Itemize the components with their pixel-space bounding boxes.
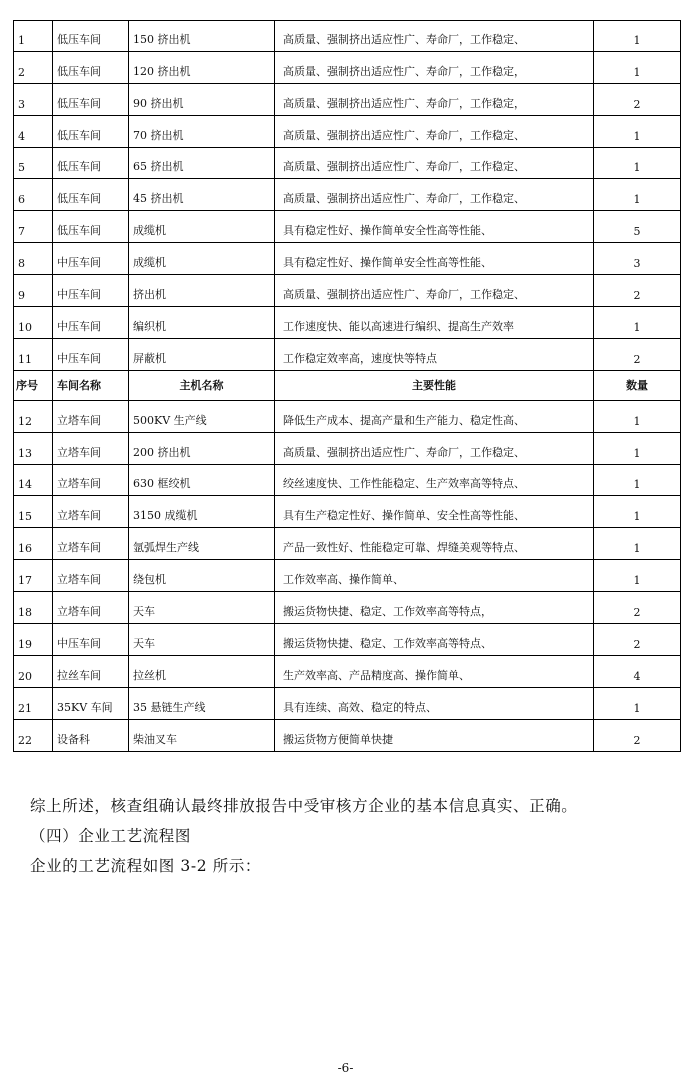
main-performance-cell: 降低生产成本、提高产量和生产能力、稳定性高、 <box>274 401 593 432</box>
main-performance-cell: 具有生产稳定性好、操作简单、安全性高等性能、 <box>274 496 593 527</box>
table-header-row <box>13 371 681 401</box>
table-row <box>13 243 681 275</box>
workshop-name-cell: 35KV 车间 <box>52 688 128 719</box>
row-number-cell: 10 <box>13 307 52 338</box>
workshop-name-cell: 低压车间 <box>52 148 128 179</box>
row-number-cell: 21 <box>13 688 52 719</box>
quantity-cell: 5 <box>593 211 681 242</box>
table-row <box>13 465 681 497</box>
main-performance-cell: 具有连续、高效、稳定的特点、 <box>274 688 593 719</box>
workshop-name-cell: 中压车间 <box>52 339 128 370</box>
table-row <box>13 401 681 433</box>
machine-name-cell: 35 悬链生产线 <box>128 688 274 719</box>
main-performance-cell: 高质量、强制挤出适应性广、寿命厂，工作稳定、 <box>274 275 593 306</box>
workshop-name-cell: 中压车间 <box>52 307 128 338</box>
quantity-cell: 1 <box>593 21 681 51</box>
main-performance-cell: 高质量、强制挤出适应性广、寿命厂，工作稳定、 <box>274 179 593 210</box>
row-number-cell: 1 <box>13 21 52 51</box>
workshop-name-cell: 立塔车间 <box>52 560 128 591</box>
main-performance-cell: 高质量、强制挤出适应性广、寿命厂，工作稳定、 <box>274 116 593 147</box>
workshop-name-cell: 立塔车间 <box>52 433 128 464</box>
quantity-cell: 1 <box>593 688 681 719</box>
workshop-name-cell: 低压车间 <box>52 21 128 51</box>
machine-name-cell: 120 挤出机 <box>128 52 274 83</box>
workshop-name-cell: 拉丝车间 <box>52 656 128 687</box>
quantity-cell: 3 <box>593 243 681 274</box>
table-row <box>13 592 681 624</box>
table-row <box>13 433 681 465</box>
quantity-cell: 1 <box>593 433 681 464</box>
row-number-cell: 14 <box>13 465 52 496</box>
table-row <box>13 656 681 688</box>
workshop-name-cell: 立塔车间 <box>52 401 128 432</box>
workshop-name-cell: 立塔车间 <box>52 592 128 623</box>
quantity-cell: 1 <box>593 179 681 210</box>
workshop-name-cell: 低压车间 <box>52 84 128 115</box>
machine-name-cell: 成缆机 <box>128 211 274 242</box>
row-number-cell: 6 <box>13 179 52 210</box>
workshop-name-cell: 低压车间 <box>52 179 128 210</box>
table-row <box>13 116 681 148</box>
machine-name-cell: 3150 成缆机 <box>128 496 274 527</box>
header-machine-name: 主机名称 <box>128 371 274 400</box>
header-workshop-name: 车间名称 <box>52 371 128 400</box>
main-performance-cell: 搬运货物方便简单快捷 <box>274 720 593 751</box>
main-performance-cell: 高质量、强制挤出适应性广、寿命厂，工作稳定、 <box>274 148 593 179</box>
row-number-cell: 15 <box>13 496 52 527</box>
table-row <box>13 307 681 339</box>
quantity-cell: 2 <box>593 275 681 306</box>
main-performance-cell: 具有稳定性好、操作简单安全性高等性能、 <box>274 211 593 242</box>
table-row <box>13 20 681 52</box>
header-row-number: 序号 <box>13 371 52 400</box>
table-row <box>13 84 681 116</box>
quantity-cell: 1 <box>593 528 681 559</box>
machine-name-cell: 天车 <box>128 624 274 655</box>
page-number: -6- <box>337 1061 354 1075</box>
machine-name-cell: 成缆机 <box>128 243 274 274</box>
quantity-cell: 2 <box>593 720 681 751</box>
machine-name-cell: 200 挤出机 <box>128 433 274 464</box>
main-performance-cell: 工作速度快、能以高速进行编织、提高生产效率 <box>274 307 593 338</box>
main-performance-cell: 高质量、强制挤出适应性广、寿命厂，工作稳定， <box>274 52 593 83</box>
table-row <box>13 720 681 752</box>
main-performance-cell: 高质量、强制挤出适应性广、寿命厂，工作稳定、 <box>274 433 593 464</box>
quantity-cell: 4 <box>593 656 681 687</box>
quantity-cell: 1 <box>593 496 681 527</box>
row-number-cell: 9 <box>13 275 52 306</box>
main-performance-cell: 具有稳定性好、操作简单安全性高等性能、 <box>274 243 593 274</box>
main-performance-cell: 高质量、强制挤出适应性广、寿命厂，工作稳定， <box>274 84 593 115</box>
row-number-cell: 7 <box>13 211 52 242</box>
main-performance-cell: 搬运货物快捷、稳定、工作效率高等特点， <box>274 592 593 623</box>
machine-name-cell: 柴油叉车 <box>128 720 274 751</box>
workshop-name-cell: 立塔车间 <box>52 496 128 527</box>
row-number-cell: 20 <box>13 656 52 687</box>
table-row <box>13 148 681 180</box>
table-row <box>13 496 681 528</box>
machine-name-cell: 天车 <box>128 592 274 623</box>
machine-name-cell: 屏蔽机 <box>128 339 274 370</box>
machine-name-cell: 65 挤出机 <box>128 148 274 179</box>
quantity-cell: 1 <box>593 307 681 338</box>
machine-name-cell: 150 挤出机 <box>128 21 274 51</box>
row-number-cell: 17 <box>13 560 52 591</box>
workshop-name-cell: 低压车间 <box>52 116 128 147</box>
machine-name-cell: 70 挤出机 <box>128 116 274 147</box>
table-row <box>13 211 681 243</box>
main-performance-cell: 产品一致性好、性能稳定可靠、焊缝美观等特点、 <box>274 528 593 559</box>
machine-name-cell: 90 挤出机 <box>128 84 274 115</box>
machine-name-cell: 挤出机 <box>128 275 274 306</box>
row-number-cell: 13 <box>13 433 52 464</box>
quantity-cell: 1 <box>593 560 681 591</box>
quantity-cell: 2 <box>593 624 681 655</box>
row-number-cell: 5 <box>13 148 52 179</box>
row-number-cell: 3 <box>13 84 52 115</box>
workshop-name-cell: 设备科 <box>52 720 128 751</box>
summary-paragraph: 综上所述，核查组确认最终排放报告中受审核方企业的基本信息真实、正确。 <box>30 797 578 815</box>
row-number-cell: 11 <box>13 339 52 370</box>
main-performance-cell: 工作稳定效率高，速度快等特点 <box>274 339 593 370</box>
workshop-name-cell: 低压车间 <box>52 52 128 83</box>
main-performance-cell: 高质量、强制挤出适应性广、寿命厂，工作稳定、 <box>274 21 593 51</box>
workshop-name-cell: 立塔车间 <box>52 528 128 559</box>
quantity-cell: 1 <box>593 465 681 496</box>
machine-name-cell: 氩弧焊生产线 <box>128 528 274 559</box>
row-number-cell: 12 <box>13 401 52 432</box>
workshop-name-cell: 立塔车间 <box>52 465 128 496</box>
machine-name-cell: 绕包机 <box>128 560 274 591</box>
section-heading: （四）企业工艺流程图 <box>30 827 192 845</box>
quantity-cell: 1 <box>593 116 681 147</box>
table-row <box>13 275 681 307</box>
row-number-cell: 18 <box>13 592 52 623</box>
quantity-cell: 2 <box>593 592 681 623</box>
row-number-cell: 19 <box>13 624 52 655</box>
row-number-cell: 8 <box>13 243 52 274</box>
quantity-cell: 2 <box>593 84 681 115</box>
table-row <box>13 179 681 211</box>
table-row <box>13 560 681 592</box>
row-number-cell: 4 <box>13 116 52 147</box>
header-quantity: 数量 <box>593 371 681 400</box>
row-number-cell: 16 <box>13 528 52 559</box>
table-row <box>13 528 681 560</box>
machine-name-cell: 编织机 <box>128 307 274 338</box>
equipment-table <box>13 20 681 752</box>
main-performance-cell: 搬运货物快捷、稳定、工作效率高等特点、 <box>274 624 593 655</box>
machine-name-cell: 500KV 生产线 <box>128 401 274 432</box>
quantity-cell: 2 <box>593 339 681 370</box>
quantity-cell: 1 <box>593 401 681 432</box>
row-number-cell: 22 <box>13 720 52 751</box>
flow-intro-paragraph: 企业的工艺流程如图 3-2 所示： <box>30 857 262 875</box>
main-performance-cell: 绞丝速度快、工作性能稳定、生产效率高等特点、 <box>274 465 593 496</box>
table-row <box>13 624 681 656</box>
main-performance-cell: 工作效率高、操作简单、 <box>274 560 593 591</box>
machine-name-cell: 45 挤出机 <box>128 179 274 210</box>
workshop-name-cell: 中压车间 <box>52 624 128 655</box>
machine-name-cell: 630 框绞机 <box>128 465 274 496</box>
main-performance-cell: 生产效率高、产品精度高、操作简单、 <box>274 656 593 687</box>
quantity-cell: 1 <box>593 52 681 83</box>
machine-name-cell: 拉丝机 <box>128 656 274 687</box>
workshop-name-cell: 中压车间 <box>52 275 128 306</box>
quantity-cell: 1 <box>593 148 681 179</box>
table-row <box>13 339 681 371</box>
header-main-performance: 主要性能 <box>274 371 593 400</box>
workshop-name-cell: 中压车间 <box>52 243 128 274</box>
table-row <box>13 688 681 720</box>
workshop-name-cell: 低压车间 <box>52 211 128 242</box>
row-number-cell: 2 <box>13 52 52 83</box>
table-row <box>13 52 681 84</box>
